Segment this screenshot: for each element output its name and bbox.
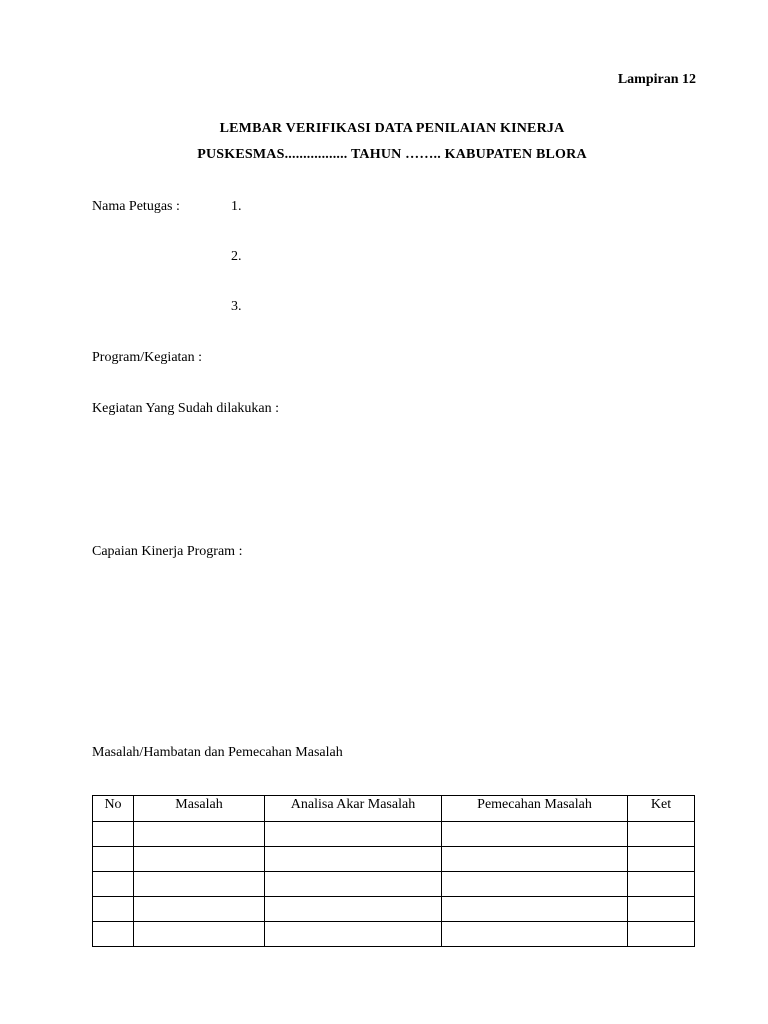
column-header-solution: Pemecahan Masalah [442,796,628,822]
column-header-notes: Ket [628,796,695,822]
attachment-label: Lampiran 12 [617,72,696,87]
table-cell[interactable] [628,872,695,897]
table-cell[interactable] [93,897,134,922]
table-cell[interactable] [265,847,442,872]
table-row [93,847,695,872]
table-cell[interactable] [134,872,265,897]
table-cell[interactable] [442,922,628,947]
table-cell[interactable] [442,847,628,872]
officer-name-label: Nama Petugas : [92,199,180,214]
program-performance-label: Capaian Kinerja Program : [92,544,243,559]
document-title: LEMBAR VERIFIKASI DATA PENILAIAN KINERJA [219,121,565,136]
column-header-no: No [93,796,134,822]
table-row [93,922,695,947]
document-subtitle: PUSKESMAS................. TAHUN …….. KABUPATEN BLORA [197,147,587,162]
column-header-root-cause: Analisa Akar Masalah [265,796,442,822]
table-cell[interactable] [93,847,134,872]
table-cell[interactable] [265,822,442,847]
officer-number-1: 1. [231,199,242,214]
table-cell[interactable] [442,897,628,922]
table-cell[interactable] [134,922,265,947]
table-row [93,897,695,922]
table-header-row [93,796,695,822]
table-row [93,872,695,897]
table-cell[interactable] [265,897,442,922]
officer-number-2: 2. [231,249,242,264]
table-cell[interactable] [93,872,134,897]
table-cell[interactable] [134,897,265,922]
problem-solving-table [92,795,695,947]
table-cell[interactable] [93,922,134,947]
table-cell[interactable] [265,872,442,897]
completed-activities-label: Kegiatan Yang Sudah dilakukan : [92,401,280,416]
table-cell[interactable] [442,822,628,847]
table-row [93,822,695,847]
table-cell[interactable] [134,822,265,847]
table-cell[interactable] [442,872,628,897]
problems-section-label: Masalah/Hambatan dan Pemecahan Masalah [92,745,343,760]
column-header-problem: Masalah [134,796,265,822]
table-cell[interactable] [628,897,695,922]
program-activity-label: Program/Kegiatan : [92,350,203,365]
officer-number-3: 3. [231,299,242,314]
table-cell[interactable] [628,922,695,947]
table-cell[interactable] [628,847,695,872]
table-cell[interactable] [93,822,134,847]
table-cell[interactable] [134,847,265,872]
table-cell[interactable] [628,822,695,847]
table-cell[interactable] [265,922,442,947]
